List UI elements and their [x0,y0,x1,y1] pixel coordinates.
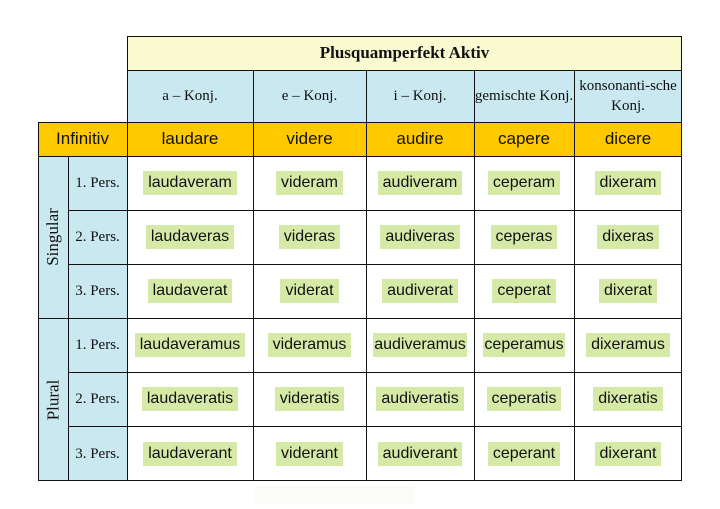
infinitive-dicere: dicere [574,122,682,156]
form-value: dixeramus [586,333,670,357]
form-value: dixerat [599,279,657,303]
form-cell [474,318,574,372]
form-cell [253,372,366,426]
form-value: ceperas [491,225,558,249]
form-value: ceperamus [483,333,564,357]
grid-line [38,122,682,123]
grid-line [68,264,682,265]
form-cell [574,156,682,210]
grid-line [68,156,69,481]
grid-line [68,426,682,427]
form-value: laudaverat [148,279,233,303]
form-value: dixeram [595,171,662,195]
grid-line [68,372,682,373]
form-cell [253,156,366,210]
form-cell [127,318,253,372]
form-value: audiveram [378,171,463,195]
header-mixed-conjugation: gemischte Konj. [474,70,574,122]
form-cell [253,264,366,318]
plural-label [38,318,68,481]
grid-line [127,70,682,71]
form-cell [366,156,474,210]
form-value: dixeratis [593,387,663,411]
form-cell [253,318,366,372]
grid-line [127,36,682,37]
form-value: viderat [280,279,338,303]
table-title: Plusquamperfekt Aktiv [127,36,682,70]
singular-text: Singular [43,208,63,266]
form-value: dixeras [597,225,659,249]
infinitive-label: Infinitiv [38,122,127,156]
grid-line [38,318,682,319]
grid-line [366,70,367,481]
person-label: 3. Pers. [68,426,127,481]
header-consonant-conjugation: konsonanti-sche Konj. [574,70,682,122]
infinitive-capere: capere [474,122,574,156]
grid-line [68,210,682,211]
form-value: ceperatis [487,387,562,411]
form-cell [127,156,253,210]
grid-line [38,122,39,481]
person-label: 2. Pers. [68,210,127,264]
person-label: 3. Pers. [68,264,127,318]
form-cell [474,264,574,318]
singular-label [38,156,68,318]
person-label: 2. Pers. [68,372,127,426]
form-value: videramus [268,333,352,357]
form-cell [474,426,574,481]
plural-text: Plural [43,379,63,420]
grid-line [681,36,682,481]
form-value: audiveramus [373,333,467,357]
form-cell [474,156,574,210]
form-value: videras [279,225,341,249]
form-cell [366,426,474,481]
footer-shade [255,486,415,504]
form-value: audiverant [378,442,463,466]
form-cell [366,210,474,264]
form-value: laudaveram [143,171,237,195]
form-cell [127,210,253,264]
grid-line [127,36,128,481]
form-value: laudaverant [143,442,237,466]
form-cell [127,372,253,426]
header-a-conjugation: a – Konj. [127,70,253,122]
form-cell [127,426,253,481]
form-cell [574,318,682,372]
form-cell [253,210,366,264]
form-cell [366,264,474,318]
person-label: 1. Pers. [68,156,127,210]
grid-line [253,70,254,481]
form-cell [574,264,682,318]
infinitive-videre: videre [253,122,366,156]
form-cell [474,210,574,264]
person-label: 1. Pers. [68,318,127,372]
form-cell [474,372,574,426]
form-value: audiveras [380,225,459,249]
form-value: viderant [276,442,343,466]
grid-line [474,70,475,481]
infinitive-audire: audire [366,122,474,156]
form-cell [574,210,682,264]
form-cell [127,264,253,318]
form-cell [366,318,474,372]
form-cell [574,426,682,481]
form-value: audiverat [382,279,458,303]
form-cell [253,426,366,481]
form-value: laudaveramus [135,333,246,357]
infinitive-laudare: laudare [127,122,253,156]
form-cell [366,372,474,426]
form-value: ceperant [488,442,560,466]
grid-line [38,480,682,481]
header-e-conjugation: e – Konj. [253,70,366,122]
form-value: laudaveras [146,225,234,249]
form-cell [574,372,682,426]
form-value: videratis [275,387,345,411]
grid-line [574,70,575,481]
conjugation-table [38,36,682,481]
form-value: audiveratis [376,387,463,411]
form-value: laudaveratis [142,387,238,411]
form-value: ceperat [492,279,555,303]
grid-line [38,156,682,157]
form-value: dixerant [595,442,662,466]
form-value: videram [276,171,343,195]
header-i-conjugation: i – Konj. [366,70,474,122]
form-value: ceperam [488,171,560,195]
